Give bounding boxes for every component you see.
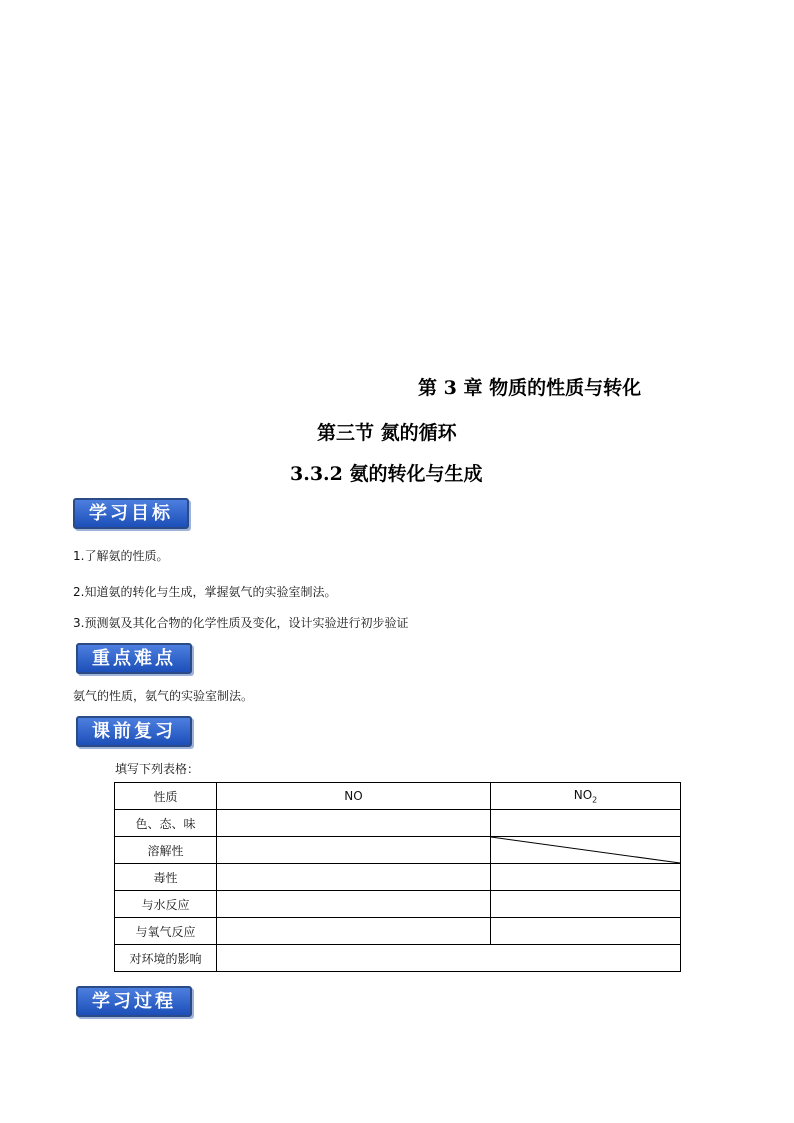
key-points-text: 氨气的性质，氨气的实验室制法。 xyxy=(73,689,254,703)
table-header-row xyxy=(115,783,681,810)
diagonal-crossed-cell xyxy=(491,837,681,864)
blank-merged-cell[interactable] xyxy=(217,945,681,972)
objective-item-3: 3.预测氨及其化合物的化学性质及变化，设计实验进行初步验证 xyxy=(73,616,409,630)
row-label: 对环境的影响 xyxy=(115,945,217,972)
row-label: 与氧气反应 xyxy=(115,918,217,945)
properties-table xyxy=(114,782,681,972)
table-row xyxy=(115,864,681,891)
blank-cell[interactable] xyxy=(491,864,681,891)
blank-cell[interactable] xyxy=(491,810,681,837)
diagonal-line xyxy=(491,837,680,863)
row-label: 毒性 xyxy=(115,864,217,891)
objective-item-2: 2.知道氨的转化与生成，掌握氨气的实验室制法。 xyxy=(73,585,337,599)
learning-objectives-badge: 学习目标 xyxy=(73,498,189,529)
lesson-title: 3.3.2 氨的转化与生成 xyxy=(290,463,483,485)
table-instruction: 填写下列表格： xyxy=(115,762,200,776)
header-no2-main: NO xyxy=(573,787,593,802)
pre-class-review-badge: 课前复习 xyxy=(76,716,192,747)
key-points-badge: 重点难点 xyxy=(76,643,192,674)
learning-process-badge: 学习过程 xyxy=(76,986,192,1017)
blank-cell[interactable] xyxy=(491,891,681,918)
blank-cell[interactable] xyxy=(217,810,491,837)
table-row xyxy=(115,945,681,972)
table-row xyxy=(115,891,681,918)
header-no: NO xyxy=(217,783,491,810)
blank-cell[interactable] xyxy=(217,837,491,864)
header-no2-subscript: 2 xyxy=(592,795,598,805)
objective-item-1: 1.了解氨的性质。 xyxy=(73,549,169,563)
row-label: 与水反应 xyxy=(115,891,217,918)
blank-cell[interactable] xyxy=(217,891,491,918)
blank-cell[interactable] xyxy=(491,918,681,945)
row-label: 色、态、味 xyxy=(115,810,217,837)
table-row xyxy=(115,918,681,945)
header-property: 性质 xyxy=(115,783,217,810)
header-no2 xyxy=(491,783,681,810)
table-row xyxy=(115,837,681,864)
row-label: 溶解性 xyxy=(115,837,217,864)
blank-cell[interactable] xyxy=(217,918,491,945)
table-row xyxy=(115,810,681,837)
chapter-title: 第 3 章 物质的性质与转化 xyxy=(418,377,642,399)
blank-cell[interactable] xyxy=(217,864,491,891)
section-title: 第三节 氮的循环 xyxy=(317,422,457,444)
